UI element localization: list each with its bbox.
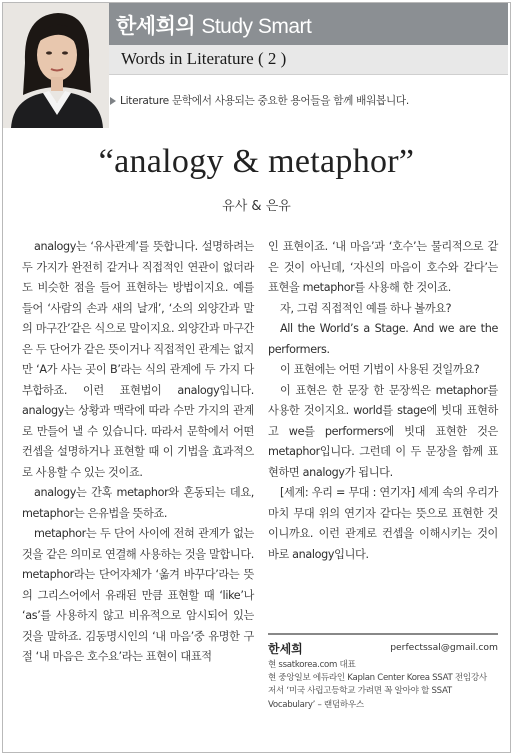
series-title: Words in Literature ( 2 ) [121,49,287,68]
paragraph: 자, 그럼 직접적인 예를 하나 볼까요? [280,301,452,315]
brand-title: Study Smart [201,15,312,38]
author-portrait [3,3,109,128]
author-divider [268,633,498,635]
author-name: 한세희 [268,642,303,656]
column-brand [116,10,311,40]
article-subtitle: 유사 & 은유 [222,199,291,214]
paragraph: [세계: 우리 = 무대 : 연기자] 세계 속의 우리가 마치 무대 위의 연기자 같다는 뜻으로 표현한 것이니까요. 이런 관계로 컨셉을 이해시키는 것이 바로 analogy입니다. [268,486,498,561]
intro-text: Literature 문학에서 사용되는 중요한 용어들을 함께 배워봅니다. [120,95,409,107]
author-email: perfectssal@gmail.com [390,642,498,653]
paragraph: analogy는 ‘유사관계’를 뜻합니다. 설명하려는 두 가지가 완전히 같거나 직접적인 연관이 없더라도 비슷한 점을 들어 표현하는 방법이지요. 예를 들어 ‘사람의 손과 새의 날개’, ‘소의 외양간과 말의 마구간’같은 식으로 말이지요. 외양간과 마구간은 두 단어가 같은 뜻이거나 직접적인 관계는 없지만 ‘A가 사는 곳이 B’라는 식의 관계에 두 가지 다 부합하죠. 이런 표현법이 analogy입니다. analogy는 상황과 맥락에 따라 수만 가지의 관계로 만들어 낼 수 있습니다. 따라서 문학에서 어떤 컨셉을 설명하거나 표현할 때 이 기법을 효과적으로 사용할 수 있는 것이죠. [22,240,254,479]
paragraph: 이 표현에는 어떤 기법이 사용된 것일까요? [280,363,480,376]
author-bio-line: 현 ssatkorea.com 대표 [268,660,356,670]
body-column-left [22,237,254,668]
triangle-bullet-icon [110,97,116,105]
author-box [268,640,498,712]
brand-name: 한세희의 [116,14,196,38]
article-title: “analogy & metaphor” [98,143,415,180]
author-bio-line: 저서 ‘미국 사립고등학교 가려면 꼭 알아야 할 SSAT Vocabulary’ – 랜덤하우스 [268,686,452,710]
paragraph: 이 표현은 한 문장 한 문장씩은 metaphor를 사용한 것이지요. world를 stage에 빗대 표현하고 we를 performers에 빗대 표현한 것은 metaphor입니다. 그런데 이 두 문장을 함께 표현하면 analogy가 됩니다. [268,383,498,479]
portrait-image [3,3,109,128]
paragraph: analogy는 간혹 metaphor와 혼동되는 데요, metaphor는 은유법을 뜻하죠. [22,486,254,520]
paragraph: 인 표현이죠. ‘내 마음’과 ‘호수’는 물리적으로 같은 것이 아닌데, ‘자신의 마음이 호수와 같다’는 표현을 metaphor를 사용해 한 것이죠. [268,240,498,294]
body-column-right [268,237,498,565]
paragraph: All the World’s a Stage. And we are the performers. [268,322,498,356]
author-bio-line: 현 중앙일보 에듀라인 Kaplan Center Korea SSAT 전임강사 [268,673,487,684]
paragraph: metaphor는 두 단어 사이에 전혀 관계가 없는 것을 같은 의미로 연결해 사용하는 것을 말합니다. metaphor라는 단어자체가 ‘옮겨 바꾸다’라는 뜻의 그리스어에서 유래된 만큼 표현할 때 ‘like’나 ‘as’를 사용하지 않고 비유적으로 암시되어 있는 것을 말하죠. 김동명시인의 ‘내 마음’중 유명한 구절 ‘내 마음은 호수요’라는 표현이 대표적 [22,527,254,663]
